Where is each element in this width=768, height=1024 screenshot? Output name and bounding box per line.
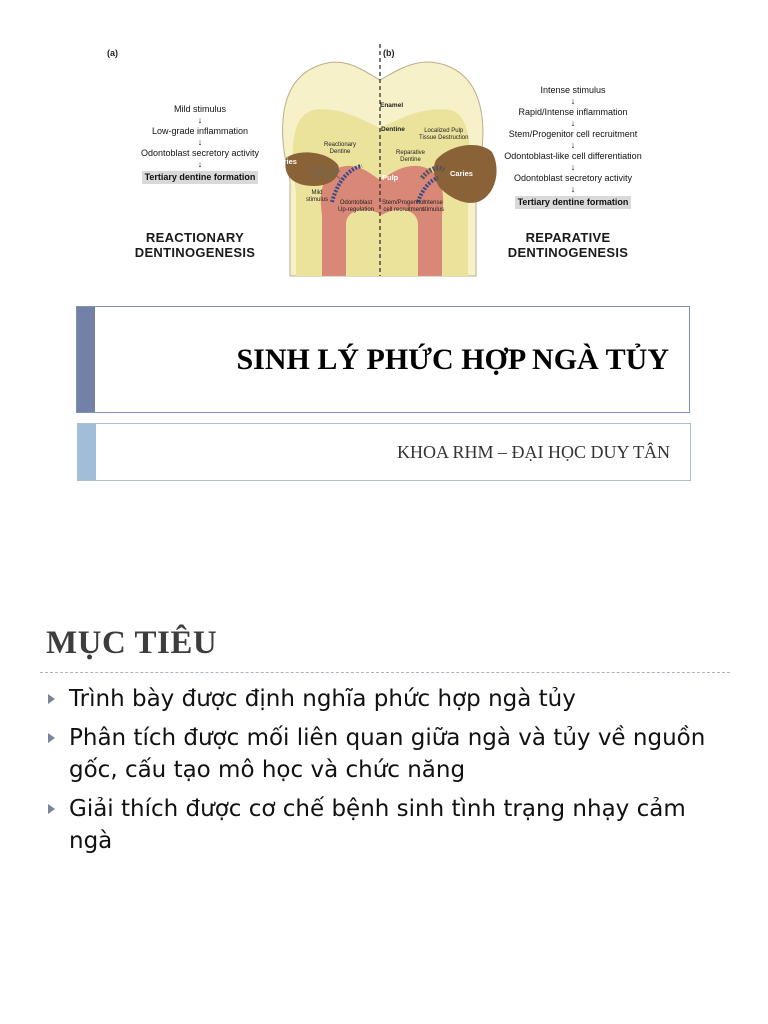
label-caries-right: Caries xyxy=(450,169,473,178)
objectives-list xyxy=(46,683,736,864)
down-arrow-icon: ↓ xyxy=(570,184,576,194)
list-item xyxy=(46,722,736,786)
flow-step: Stem/Progenitor cell recruitment xyxy=(508,129,638,139)
down-arrow-icon: ↓ xyxy=(197,115,203,125)
list-item xyxy=(46,793,736,857)
flow-result: Tertiary dentine formation xyxy=(142,171,259,184)
objective-text: Giải thích được cơ chế bệnh sinh tình trạng nhạy cảm ngà xyxy=(69,796,686,854)
reparative-flow xyxy=(498,86,648,209)
flow-step: Mild stimulus xyxy=(173,104,226,114)
flow-step: Rapid/Intense inflammation xyxy=(518,107,628,117)
label-enamel: Enamel xyxy=(380,102,404,109)
reactionary-flow xyxy=(130,105,270,184)
reparative-caption: REPARATIVE DENTINOGENESIS xyxy=(507,230,629,260)
reactionary-caption: REACTIONARY DENTINOGENESIS xyxy=(134,230,256,260)
section-divider xyxy=(40,672,730,673)
subtitle-accent-bar xyxy=(78,424,96,480)
panel-a-tag: (a) xyxy=(107,48,118,58)
down-arrow-icon: ↓ xyxy=(197,137,203,147)
section-heading: MỤC TIÊU xyxy=(46,625,218,661)
panel-b-tag: (b) xyxy=(383,48,395,58)
subtitle-box xyxy=(77,423,691,481)
down-arrow-icon: ↓ xyxy=(570,140,576,150)
down-arrow-icon: ↓ xyxy=(570,162,576,172)
label-reparative-dentine: Reparative Dentine xyxy=(396,150,426,163)
label-mild-stimulus: Mild stimulus xyxy=(306,190,329,203)
label-localized-pulp: Localized Pulp Tissue Destruction xyxy=(419,128,469,141)
bullet-triangle-icon xyxy=(48,733,55,743)
label-stem-progenitor: Stem/Progenitor cell recruitment xyxy=(382,200,426,213)
dentinogenesis-figure xyxy=(100,40,670,280)
list-item xyxy=(46,683,736,715)
down-arrow-icon: ↓ xyxy=(570,118,576,128)
flow-step: Odontoblast-like cell differentiation xyxy=(504,151,642,161)
bullet-triangle-icon xyxy=(48,804,55,814)
flow-step: Odontoblast secretory activity xyxy=(513,173,633,183)
bullet-triangle-icon xyxy=(48,694,55,704)
flow-step: Intense stimulus xyxy=(540,85,606,95)
label-caries-left: Caries xyxy=(274,157,297,166)
label-intense-stimulus: Intense stimulus xyxy=(422,200,445,213)
page-title: SINH LÝ PHỨC HỢP NGÀ TỦY xyxy=(236,342,669,376)
page-subtitle: KHOA RHM – ĐẠI HỌC DUY TÂN xyxy=(396,441,670,462)
title-accent-bar xyxy=(77,307,95,412)
flow-result: Tertiary dentine formation xyxy=(515,196,632,209)
objective-text: Phân tích được mối liên quan giữa ngà và tủy về nguồn gốc, cấu tạo mô học và chức năng xyxy=(69,725,706,783)
down-arrow-icon: ↓ xyxy=(570,96,576,106)
objective-text: Trình bày được định nghĩa phức hợp ngà tủy xyxy=(69,686,576,712)
label-odontoblast-up: Odontoblast Up-regulation xyxy=(338,200,375,213)
label-reactionary-dentine: Reactionary Dentine xyxy=(324,142,357,155)
flow-step: Low-grade inflammation xyxy=(151,126,249,136)
title-box xyxy=(76,306,690,413)
label-pulp: Pulp xyxy=(382,173,399,182)
flow-step: Odontoblast secretory activity xyxy=(140,148,260,158)
down-arrow-icon: ↓ xyxy=(197,159,203,169)
label-dentine: Dentine xyxy=(381,126,405,133)
